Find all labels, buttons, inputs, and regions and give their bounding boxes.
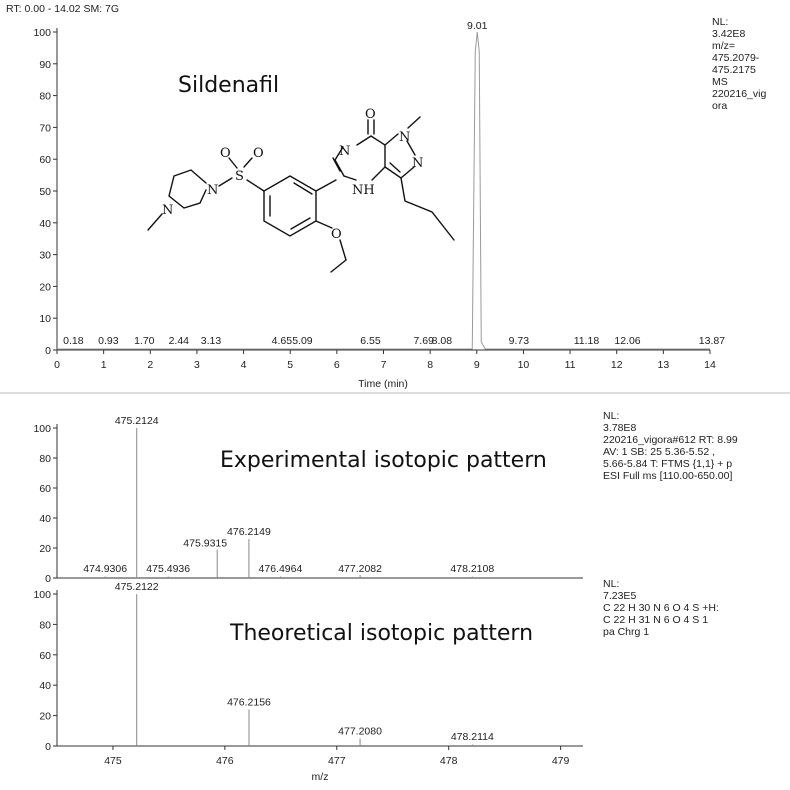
theoretical-y-tick-label: 80 bbox=[39, 619, 51, 632]
experimental-y-tick-label: 0 bbox=[45, 573, 51, 585]
experimental-y-tick-label: 80 bbox=[39, 453, 51, 465]
chromatogram-baseline-label: 1.70 bbox=[134, 335, 155, 347]
chromatogram-x-tick-label: 7 bbox=[380, 359, 387, 371]
chromatogram-y-tick-label: 0 bbox=[45, 345, 51, 357]
theoretical-y-tick-label: 100 bbox=[33, 589, 51, 601]
pyrimidinone-ring-bond bbox=[344, 176, 356, 180]
experimental-peak-label: 475.4936 bbox=[146, 563, 191, 575]
experimental-peak-label: 478.2108 bbox=[450, 563, 495, 575]
theoretical-x-tick-label: 477 bbox=[328, 755, 346, 767]
piperazine-ring-bond bbox=[169, 170, 206, 208]
ethoxy-bond bbox=[331, 260, 346, 272]
chromatogram-info bbox=[712, 16, 766, 112]
atom-n: N bbox=[412, 156, 424, 171]
benzene-double-bond bbox=[291, 218, 310, 229]
chromatogram-y-tick-label: 20 bbox=[39, 281, 51, 294]
theoretical-peak-label: 477.2080 bbox=[338, 725, 382, 738]
experimental-info-line: 3.78E8 bbox=[603, 422, 637, 434]
chromatogram-x-tick-label: 4 bbox=[240, 359, 247, 371]
theoretical-x-tick-label: 479 bbox=[551, 755, 570, 767]
experimental-info-line: NL: bbox=[603, 410, 620, 422]
biaryl-bond bbox=[316, 180, 336, 191]
experimental-peak-label: 477.2082 bbox=[338, 563, 382, 575]
chromatogram-y-tick-label: 80 bbox=[39, 90, 51, 103]
experimental-y-tick-label: 100 bbox=[33, 423, 51, 435]
theoretical-y-tick-label: 20 bbox=[39, 710, 51, 723]
chromatogram-x-tick-label: 13 bbox=[657, 359, 670, 371]
chromatogram-y-tick-label: 10 bbox=[39, 313, 51, 326]
chromatogram-baseline-label: 4.65 bbox=[271, 335, 293, 347]
chromatogram-trace bbox=[57, 32, 710, 349]
atom-nh: NH bbox=[352, 183, 375, 198]
chromatogram-x-tick-label: 5 bbox=[287, 359, 294, 371]
chromatogram-info-line: 475.2079- bbox=[712, 52, 760, 64]
chromatogram-baseline-label: 0.93 bbox=[98, 335, 119, 347]
sildenafil-structure bbox=[148, 107, 454, 272]
chromatogram-baseline-label: 3.13 bbox=[200, 335, 222, 347]
sulfur-nitrogen-bond bbox=[219, 178, 232, 186]
chromatogram-baseline-label: 12.06 bbox=[614, 335, 641, 347]
experimental-peak-label: 475.2124 bbox=[114, 415, 159, 427]
atom-s: S bbox=[235, 169, 244, 184]
n-methyl-bond bbox=[408, 117, 420, 128]
chromatogram-y-tick-label: 40 bbox=[39, 217, 51, 230]
chromatogram-baseline-label: 7.69 bbox=[413, 335, 434, 347]
experimental-axes bbox=[33, 415, 583, 585]
chromatogram-axes bbox=[33, 20, 728, 371]
theoretical-info-line: C 22 H 31 N 6 O 4 S 1 bbox=[603, 614, 709, 626]
theoretical-info-line: 7.23E5 bbox=[603, 590, 637, 602]
experimental-y-tick-label: 60 bbox=[39, 483, 51, 495]
theoretical-y-tick-label: 0 bbox=[45, 741, 51, 753]
ethoxy-bond bbox=[340, 240, 346, 260]
chromatogram-info-line: MS bbox=[712, 76, 728, 88]
aryl-oxygen-bond bbox=[316, 221, 332, 228]
atom-o: O bbox=[253, 146, 264, 161]
atom-o-ether: O bbox=[331, 227, 342, 242]
chromatogram-x-tick-label: 14 bbox=[704, 359, 716, 371]
chromatogram-header: RT: 0.00 - 14.02 SM: 7G bbox=[6, 3, 120, 15]
chromatogram-x-tick-label: 12 bbox=[610, 359, 623, 371]
theoretical-info bbox=[603, 578, 719, 638]
theoretical-title: Theoretical isotopic pattern bbox=[230, 621, 534, 646]
chromatogram-x-tick-label: 9 bbox=[473, 359, 480, 371]
chromatogram-baseline-label: 6.55 bbox=[360, 335, 381, 347]
experimental-info-line: 220216_vigora#612 RT: 8.99 bbox=[603, 434, 738, 446]
atom-o: O bbox=[220, 146, 231, 161]
chromatogram-x-tick-label: 2 bbox=[147, 359, 154, 371]
chromatogram-x-tick-label: 8 bbox=[427, 359, 434, 371]
experimental-info-line: 5.66-5.84 T: FTMS {1,1} + p bbox=[603, 458, 733, 470]
chromatogram-y-tick-label: 90 bbox=[39, 58, 51, 71]
chromatogram-baseline-label: 2.44 bbox=[168, 335, 190, 347]
theoretical-x-tick-label: 478 bbox=[439, 755, 458, 767]
chromatogram-baseline-label: 9.73 bbox=[508, 335, 530, 347]
chromatogram-info-line: NL: bbox=[712, 16, 729, 28]
pyrazole-ring-bond bbox=[385, 167, 414, 178]
theoretical-info-line: pa Chrg 1 bbox=[603, 626, 650, 638]
chromatogram-title: Sildenafil bbox=[178, 73, 280, 98]
propyl-chain bbox=[401, 178, 454, 240]
benzene-double-bond bbox=[294, 183, 312, 194]
experimental-info bbox=[603, 410, 738, 482]
pyrazole-ring-bond bbox=[385, 134, 398, 145]
theoretical-info-line: C 22 H 30 N 6 O 4 S +H: bbox=[603, 602, 719, 614]
chromatogram-y-tick-label: 100 bbox=[33, 27, 51, 39]
chromatogram-y-tick-label: 50 bbox=[39, 186, 51, 198]
experimental-peak-label: 475.9315 bbox=[183, 537, 228, 550]
experimental-peak-label: 476.4964 bbox=[258, 563, 303, 575]
chromatogram-x-tick-label: 6 bbox=[333, 359, 340, 371]
experimental-peak-label: 476.2149 bbox=[227, 526, 271, 538]
chromatogram-x-tick-label: 0 bbox=[54, 359, 60, 371]
chromatogram-x-tick-label: 1 bbox=[100, 359, 107, 371]
chromatogram-peak-label: 9.01 bbox=[467, 20, 488, 32]
chromatogram-y-tick-label: 60 bbox=[39, 154, 51, 167]
theoretical-x-tick-label: 475 bbox=[104, 755, 122, 767]
pyrimidinone-ring-bond bbox=[357, 136, 385, 180]
chromatogram-info-line: 475.2175 bbox=[712, 64, 756, 76]
atom-n-piperazine: N bbox=[207, 183, 219, 198]
chromatogram-y-tick-label: 70 bbox=[39, 122, 51, 135]
theoretical-peak-label: 476.2156 bbox=[227, 696, 271, 709]
chromatogram-baseline-label: 11.18 bbox=[573, 335, 600, 347]
experimental-spectrum-panel bbox=[33, 410, 737, 585]
chromatogram-x-tick-label: 10 bbox=[517, 359, 530, 371]
theoretical-xlabel: m/z bbox=[311, 771, 329, 783]
experimental-y-tick-label: 20 bbox=[39, 543, 51, 555]
theoretical-peak-label: 478.2114 bbox=[450, 731, 494, 743]
pyrimidinone-double-bond bbox=[333, 158, 340, 171]
experimental-peak-label: 474.9306 bbox=[83, 563, 128, 575]
chromatogram-xlabel: Time (min) bbox=[358, 378, 408, 390]
atom-n-piperazine: N bbox=[162, 203, 174, 218]
atom-n: N bbox=[399, 130, 411, 145]
experimental-y-tick-label: 40 bbox=[39, 513, 51, 525]
theoretical-y-tick-label: 60 bbox=[39, 649, 51, 662]
chromatogram-x-tick-label: 11 bbox=[564, 359, 576, 371]
chromatogram-baseline-label: 13.87 bbox=[698, 335, 726, 347]
chromatogram-baseline-label: 5.09 bbox=[292, 335, 313, 347]
chromatogram-baseline-label: 8.08 bbox=[431, 335, 453, 347]
aryl-sulfur-bond bbox=[247, 180, 264, 191]
theoretical-spectrum-panel bbox=[33, 578, 718, 783]
chromatogram-panel bbox=[6, 3, 766, 390]
sulfur-oxygen-bond bbox=[244, 158, 252, 167]
methyl-bond bbox=[148, 214, 162, 230]
chromatogram-info-line: 3.42E8 bbox=[712, 28, 746, 40]
theoretical-peak-label: 475.2122 bbox=[114, 581, 159, 593]
chromatogram-info-line: ora bbox=[712, 100, 728, 112]
chromatogram-y-tick-label: 30 bbox=[39, 249, 51, 262]
experimental-info-line: AV: 1 SB: 25 5.36-5.52 , bbox=[603, 446, 716, 458]
chromatogram-x-tick-label: 3 bbox=[194, 359, 200, 371]
theoretical-info-line: NL: bbox=[603, 578, 620, 590]
atom-n: N bbox=[339, 144, 351, 159]
chromatogram-baseline-label: 0.18 bbox=[63, 335, 84, 347]
theoretical-axes bbox=[33, 581, 583, 767]
chromatogram-info-line: m/z= bbox=[712, 40, 736, 52]
benzene-ring-bond bbox=[264, 176, 316, 236]
atom-o-carbonyl: O bbox=[365, 107, 376, 122]
experimental-info-line: ESI Full ms [110.00-650.00] bbox=[603, 470, 733, 482]
theoretical-x-tick-label: 476 bbox=[216, 755, 234, 767]
experimental-title: Experimental isotopic pattern bbox=[220, 448, 547, 473]
theoretical-y-tick-label: 40 bbox=[39, 680, 51, 693]
chromatogram-info-line: 220216_vig bbox=[712, 88, 767, 100]
